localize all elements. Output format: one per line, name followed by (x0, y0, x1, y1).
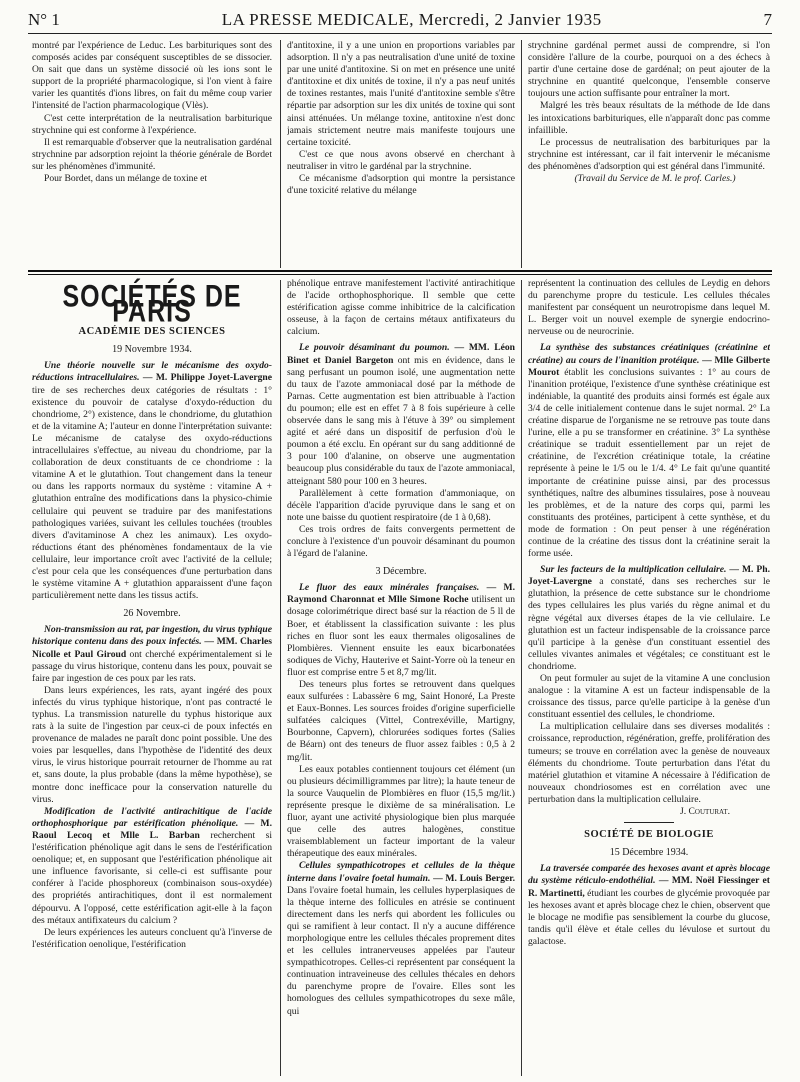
article-title: Le pouvoir désaminant du poumon. (299, 342, 450, 354)
paragraph: C'est cette interprétation de la neutralisation barbiturique strychnine qui est conforme à l'expérience. (32, 112, 272, 136)
session-date: 15 Décembre 1934. (609, 847, 689, 859)
paragraph: De leurs expériences les auteurs concluent qu'à l'inverse de l'estérification oenolique, l'estérification (32, 926, 272, 950)
article-title: Le fluor des eaux minérales françaises. (299, 582, 480, 594)
article-text: Dans l'ovaire foetal humain, les cellules hyperplasiques de la thèque interne des follicules en atrésie se continuent directement dans les nerfs qui abordent les follicules ou qui se ramifient à leur contact. Il n'y a aucune différence morphologique entre les cellules thécales proprement dites et les cellules intranerveuses appelées par l'auteur sympathicotropes. Celles-ci représentent par conséquent la continuation intraveineuse des cellules thécales en dehors du parenchyme propre de l'ovaire. Elles sont les homologues des cellules sympathicotropes du sexe mâle, qui (287, 884, 515, 1017)
column-divider (280, 280, 281, 1076)
header-rule (28, 33, 772, 34)
top-column-2 (287, 40, 515, 268)
paragraph: représentent la continuation des cellules de Leydig en dehors du parenchyme propre du testicule. Les cellules thécales manifestent par conséquent un neurotropisme dans lequel M. L. Berger voit un nouvel exemple de synergie endocrino-nerveuse ou de neurocrinie. (528, 278, 770, 338)
article-text: a constaté, dans ses recherches sur le glutathion, la présence de cette substance sur le chondriome des types cellulaires les plus variés du règne animal et du règne végétal aux diverses étapes de la vie cellulaire. Le glutathion est un facteur indispensable de la croissance parce qu'il participe à la genèse d'un constituant essentiel des cellules vivantes animales et végétales; ce constituant est le chondriome. (528, 576, 770, 672)
article-text: établit les conclusions suivantes : 1° au cours de l'inanition protéique, l'existence d'une synthèse créatinique est indéniable, la quantité des produits ainsi formés est égale aux 3/4 de celle initialement contenue dans le sujet normal. 2° La créatine disparue de l'organisme ne se retrouve pas toute dans l'urine, elle a pu se transformer en créatinine. 3° La synthèse créatinique se traduit essentiellement par un rejet de créatinine, de l'excrétion créatinique totale, la créatine représente à peine le 1/5 ou le 1/4. 4° Le fait qu'une quantité importante de créatinine puisse ainsi, par des processus synthétiques, naître des albumines tissulaires, pose à nouveau les problèmes, et de la nature des corps qui, parmi les constituants des protéines, participent à cette synthèse, et du mode de formation : On peut penser à une régénération continue de la créatine des tissus dont la créatinine serait la forme usée. (528, 366, 770, 560)
article-author: — M. Ph. Joyet-Lavergne (528, 564, 770, 588)
article-text: étudiant les courbes de glycémie provoquée par les hexoses avant et après blocage chez le chien, observent que le blocage ne modifie pas sensiblement la courbe du glucose, tandis qu'il élève et étale celles du lévulose et surtout du galactose. (528, 887, 770, 947)
session-date: 3 Décembre. (375, 566, 427, 578)
paragraph: phénolique entrave manifestement l'activité antirachitique de l'acide orthophosphorique. Il semble que cette estérification agisse comme inhibitrice de la calcification osseuse, à la façon de certains métaux antifixateurs du calcium. (287, 278, 515, 338)
article-title: Modification de l'activité antirachitique de l'acide orthophosphorique par estérification phénolique. (32, 805, 272, 829)
paragraph: Ce mécanisme d'adsorption qui montre la persistance d'une toxicité relative du mélange (287, 173, 515, 197)
article-title: La synthèse des substances créatiniques (créatinine et créatine) au cours de l'inanition protéique. (528, 342, 770, 366)
journal-title: LA PRESSE MEDICALE, Mercredi, 2 Janvier 1935 (221, 10, 602, 29)
paragraph: Dans leurs expériences, les rats, ayant ingéré des poux infectés du virus typhique historique, n'ont pas contracté le typhus. La transmission naturelle du typhus historique aux rats à la suite de l'ingestion par ceux-ci de poux infectés en provenance de malades ne paraît donc point possible. Une des voies par lesquelles, dans l'hypothèse de l'identité des deux virus, le virus historique pourrait retourner de l'homme au rat et, sans doute, la plus probable (dans la même hypothèse), se montre donc inefficace pour la conservation naturelle du virus. (32, 684, 272, 805)
paragraph: On peut formuler au sujet de la vitamine A une conclusion analogue : la vitamine A est un facteur indispensable de la croissance des tissus, parce qu'elle participe à la genèse d'un constituant essentiel des cellules, le chondriome. (528, 673, 770, 721)
article-title: Non-transmission au rat, par ingestion, du virus typhique historique contenu dans des poux infectés. (32, 624, 272, 648)
paragraph: Il est remarquable d'observer que la neutralisation gardénal strychnine par adsorption rejoint la théorie générale de Bordet sur les phénomènes d'immunité. (32, 136, 272, 172)
paragraph: Des teneurs plus fortes se retrouvent dans quelques eaux sulfurées : Labassère 6 mg, Saint Honoré, La Preste et Eaux-Bonnes. Les sources froides d'origine superficielle sulfatées calciques (Vittel, Contrexéville, Martigny, Bourbonne, Capvern), chlorurées sodiques fortes (Salies de Béarn) ont des teneurs de fluor assez faibles : 0,5 à 2 mg/lit. (287, 679, 515, 763)
paragraph: Parallèlement à cette formation d'ammoniaque, on décèle l'apparition d'acide pyruvique dans le sang et on note une baisse du quotient respiratoire (de 1 à 0,68). (287, 487, 515, 523)
article-title: Sur les facteurs de la multiplication cellulaire. (540, 564, 727, 576)
paragraph: La multiplication cellulaire dans ses diverses modalités : croissance, reproduction, régénération, greffe, prolifération des tumeurs; se trouve en corrélation avec la genèse de nouveaux éléments du chondriome. Toute perturbation dans l'état du matériel glutathion et vitamine A nécessaire à l'édification de nouveaux chondriosomes est en corrélation avec une perturbation dans la multiplication cellulaire. (528, 721, 770, 805)
page-number: 7 (763, 10, 772, 29)
paragraph: Ces trois ordres de faits convergents permettent de conclure à l'existence d'un pouvoir désaminant du poumon à l'égard de l'alanine. (287, 523, 515, 560)
society-heading: SOCIÉTÉ DE BIOLOGIE (584, 829, 714, 841)
academy-heading: ACADÉMIE DES SCIENCES (78, 326, 226, 338)
section-separator (28, 270, 772, 272)
article-title: Cellules sympathicotropes et cellules de la thèque interne dans l'ovaire foetal humain. (287, 860, 515, 884)
article-author: — M. Louis Berger. (433, 872, 515, 884)
article-text: utilisent un dosage colorimétrique direct basé sur la réaction de 5 ll de Boer, et établissent la classification suivante : les plus riches en fluor sont les eaux thermales oligosalines de Plombières. Viennent ensuite les eaux bicarbonatées sodiques de Vichy, Hauterive et Saint-Yorre où la teneur en fluor est comprise entre 5 et 8,7 mg/lit. (287, 594, 515, 678)
bottom-column-3 (528, 278, 770, 1074)
section-separator (28, 274, 772, 275)
column-divider (521, 40, 522, 268)
top-column-3 (528, 40, 770, 268)
page-header (28, 10, 772, 32)
column-divider (521, 280, 522, 1076)
article-author: — Mlle Gilberte Mourot (528, 354, 770, 378)
article-text: ont cherché expérimentalement si le passage du virus historique, contenu dans les poux, pouvait se faire par ingestion de ces poux par les rats. (32, 648, 272, 684)
article-author: — M. Raoul Lecoq et Mlle L. Barban (32, 817, 272, 841)
signature: J. Couturat. (680, 806, 730, 818)
article-author: — M. Philippe Joyet-Lavergne (142, 372, 272, 384)
top-column-1 (32, 40, 272, 268)
article-author: — MM. Charles Nicolle et Paul Giroud (32, 636, 272, 660)
column-divider (280, 40, 281, 268)
article-title: Une théorie nouvelle sur le mécanisme des oxydo-réductions intracellulaires. (32, 360, 272, 384)
bottom-column-2 (287, 278, 515, 1074)
article-author: — M. Raymond Charonnat et Mlle Simone Roche (287, 582, 515, 606)
paragraph: d'antitoxine, il y a une union en proportions variables par adsorption. Il n'y a pas neutralisation d'une unité de toxine par une unité d'antitoxine. Si on met en présence une unité d'antitoxine et dix unités de toxine, il n'y a pas neuf unités de toxines restantes, mais l'unité d'antitoxine semble s'être répartie par adsorption sur les dix unités de toxine qui sont ainsi atténuées. Un mélange toxine, antitoxine n'est donc jamais strictement neutre mais manifeste toujours une certaine toxicité. (287, 40, 515, 148)
article-title: La traversée comparée des hexoses avant et après blocage du système réticulo-endothélial. (528, 863, 770, 887)
paragraph: C'est ce que nous avons observé en cherchant à neutraliser in vitro le gardénal par la strychnine. (287, 148, 515, 172)
article-author: — MM. Léon Binet et Daniel Bargeton (287, 342, 515, 366)
bottom-column-1 (32, 278, 272, 1074)
paragraph: montré par l'expérience de Leduc. Les barbituriques sont des composés acides par conséquent susceptibles de se dissocier. On sait que dans un système dissocié où les ions sont le support de la propriété pharmacologique, si l'on vient à faire varier les quantités d'ions libres, on fait du même coup varier l'intensité de l'action pharmacologique (Vlès). (32, 40, 272, 112)
article-text: ont mis en évidence, dans le sang perfusant un poumon isolé, une augmentation nette du taux de l'azote ammoniacal dosé par la méthode de Parnas. Cette augmentation est bien attribuable à l'action du poumon; elle est en effet 7 à 8 fois supérieure à celle observée dans le sang mis à l'étuve à 39° ou simplement agité et aéré dans un dispositif de perfusion d'où le poumon a été exclu. En opérant sur du sang additionné de 3 pour 100 d'alanine, on observe une augmentation beaucoup plus considérable du taux de l'azote ammoniacal, atteignant 580 pour 100 en 3 heures. (287, 354, 515, 487)
article-author: — MM. Noël Fiessinger et R. Martinetti, (528, 875, 770, 899)
paragraph: Malgré les très beaux résultats de la méthode de Ide dans les intoxications barbituriques, elle n'apparaît donc pas comme infaillible. (528, 100, 770, 136)
paragraph: Les eaux potables contiennent toujours cet élément (un ou plusieurs décimilligrammes par litre); la haute teneur de la source Vauquelin de Plombières en fluor (15,5 mg/lit.) représente presque le dixième de sa minéralisation. Le fluor, ayant une activité physiologique bien plus marquée que celle des autres halogènes, constitue vraisemblablement un facteur important de la valeur thérapeutique des eaux minérales. (287, 763, 515, 860)
paragraph: strychnine gardénal permet aussi de comprendre, si l'on considère l'allure de la courbe, pourquoi on a des échecs à partir d'une certaine dose de gardénal; on peut ajouter de la strychnine en quantité quelconque, l'ensemble conserve toujours une action suffisante pour entraîner la mort. (528, 40, 770, 100)
divider (624, 822, 674, 823)
session-date: 19 Novembre 1934. (112, 344, 192, 356)
paragraph: Pour Bordet, dans un mélange de toxine et (44, 173, 208, 185)
article-text: recherchent si l'estérification phénolique agit dans le sens de l'estérification oenolique; et, en supposant que l'estérification phénolique ait une influence favorisante, si celle-ci est suffisante pour conférer à l'acide phosphoreux (combinaison sous-oxydée) des propriétés antirachitiques, dont il est normalement dépourvu. A l'opposé, cette estérification agit-elle à la façon des métaux antifixateurs du calcium ? (32, 829, 272, 926)
issue-number: N° 1 (28, 10, 60, 29)
paragraph: Le processus de neutralisation des barbituriques par la strychnine est intéressant, car il fait intervenir le mécanisme des phénomènes d'adsorption qui est général dans l'immunité. (528, 136, 770, 172)
lab-credit: (Travail du Service de M. le prof. Carles.) (574, 173, 736, 185)
article-text: tire de ses recherches deux catégories de résultats : 1° existence du pouvoir de catalyse d'oxydo-réduction du chondriome, 2°) existence, dans le chondriome, du glutathion et de la vitamine A; l'auteur en donne l'interprétation suivante: Le mécanisme de catalyse des oxydo-réductions intracellulaires s'effectue, au niveau du chondriome, par la collaboration de deux constituants de ce chondriome : la vitamine A et le glutathion. Tout changement dans la teneur ou dans les rapports normaux du système : vitamine A + glutathion entraîne des modifications dans la physico-chimie cellulaire qui peuvent se traduire par des manifestations pathologiques variées, suivant les cellules touchées (troubles divers d'avitaminose A chez les animaux). Les oxydo-réductions étant des phénomènes fondamentaux de la vie cellulaire, leur importance croît avec l'activité de la cellule; c'est pour cela que les conséquences d'une perturbation dans le système vitamine A + glutathion apparaissent d'une façon particulièrement nette dans les tissus actifs. (32, 384, 272, 602)
section-title: SOCIÉTÉS DE PARIS (62, 278, 242, 330)
session-date: 26 Novembre. (123, 608, 181, 620)
